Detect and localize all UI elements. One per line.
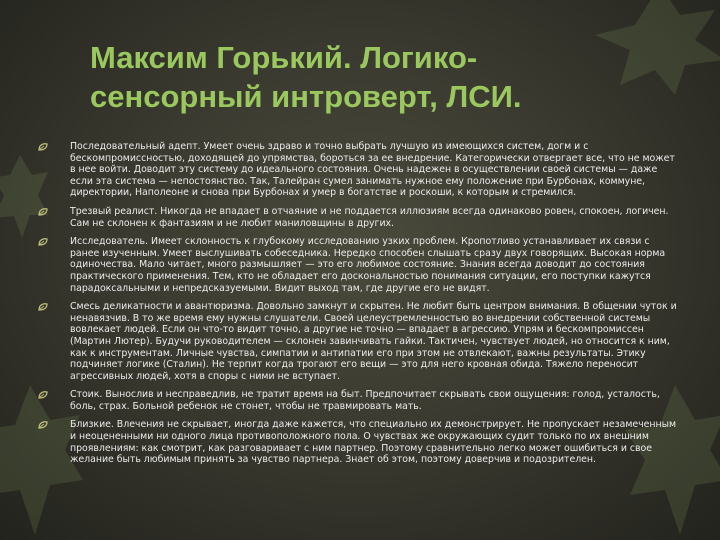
title-line-1: Максим Горький. Логико- — [90, 40, 478, 75]
bullet-text: Стоик. Вынослив и несправедлив, не тратит время на быт. Предпочитает скрывать свои ощущения: голод, усталость, боль, страх. Больной ребенок не стонет, чтобы не травмировать мать. — [70, 389, 660, 412]
bullet-text: Исследователь. Имеет склонность к глубокому исследованию узких проблем. Кропотливо устанавливает их связи с ранее изученным. Умеет выслушивать собеседника. Нередко способен слышать сразу двух говорящих. Высокая норма одиночества. Мало читает, много размышляет — это его любимое состояние. Знания всегда доводит до состояния практического применения. Тем, кто не обладает его доскональностью понимания ситуации, его поступки кажутся парадоксальными и непредсказуемыми. Видит выход там, где другие его не видят. — [70, 236, 666, 294]
leaf-bullet-icon — [38, 208, 48, 216]
leaf-bullet-icon — [38, 391, 48, 399]
title-line-2: сенсорный интроверт, ЛСИ. — [90, 79, 522, 114]
list-item — [38, 206, 680, 229]
bullet-list — [38, 141, 680, 473]
bullet-text: Последовательный адепт. Умеет очень здраво и точно выбрать лучшую из имеющихся систем, догм и с бескомпромиссностью, доходящей до упрямства, бороться за ее внедрение. Категорически отвергает все, что не может в нее войти. Доводит эту систему до идеального состояния. Очень надежен в осуществлении своей системы — даже если эта система — непостоянство. Так, Талейран сумел занимать нужное ему положение при Бурбонах, коммуне, директории, Наполеоне и снова при Бурбонах и умер в богатстве и роскоши, к которым и стремился. — [70, 141, 675, 199]
list-item — [38, 236, 680, 294]
page-title — [90, 38, 690, 116]
bullet-text: Трезвый реалист. Никогда не впадает в отчаяние и не поддается иллюзиям всегда одинаково ровен, спокоен, логичен. Сам не склонен к фантазиям и не любит маниловщины в других. — [70, 205, 669, 229]
list-item — [38, 419, 680, 465]
leaf-bullet-icon — [38, 238, 48, 246]
bullet-text: Смесь деликатности и авантюризма. Довольно замкнут и скрытен. Не любит быть центром внимания. В общении чуток и ненавязчив. В то же время ему нужны слушатели. Своей целеустремленностью во внедрении собственной системы вовлекает людей. Если он что-то видит точно, а другие не точно — впадает в агрессию. Упрям и бескомпромиссен (Мартин Лютер). Будучи руководителем — склонен завинчивать гайки. Тактичен, чувствует людей, но относится к ним, как к инструментам. Личные чувства, симпатии и антипатии его при этом не отвлекают, важны результаты. Этику подчиняет логике (Сталин). Не терпит когда трогают его вещи — это для него кровная обида. Тяжело переносит агрессивных людей, хотя в споры с ними не вступает. — [70, 301, 677, 382]
leaf-bullet-icon — [38, 421, 48, 429]
list-item — [38, 389, 680, 412]
list-item — [38, 301, 680, 382]
bullet-text: Близкие. Влечения не скрывает, иногда даже кажется, что специально их демонстрирует. Не пропускает незамеченным и неоцененными ни одного лица противоположного пола. О чувствах же окружающих судит только по их внешним проявлениям: как смотрит, как разговаривает с ним партнер. Поэтому сравнительно легко может ошибиться и свое желание быть любимым принять за чувство партнера. Знает об этом, поэтому доверчив и подозрителен. — [70, 419, 677, 466]
leaf-bullet-icon — [38, 143, 48, 151]
list-item — [38, 141, 680, 199]
leaf-bullet-icon — [38, 303, 48, 311]
